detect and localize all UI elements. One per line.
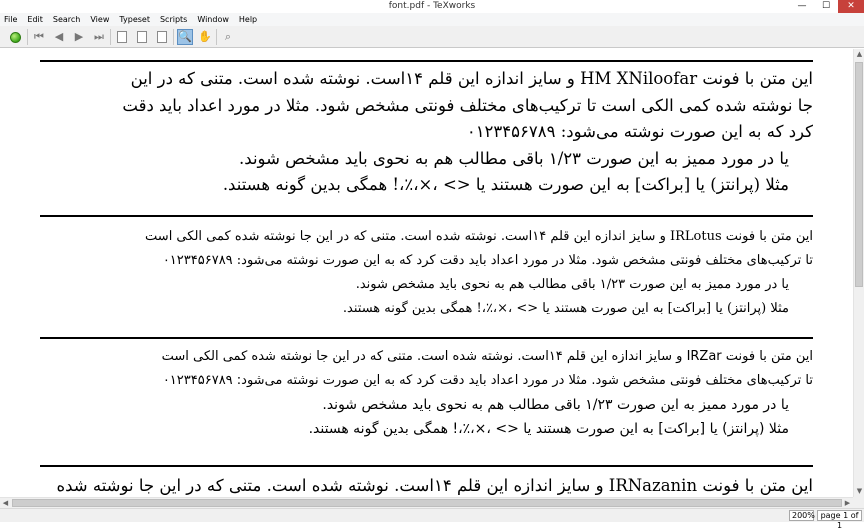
scroll-right-icon[interactable]: ▶ bbox=[844, 499, 851, 507]
menu-search[interactable]: Search bbox=[52, 15, 81, 24]
minimize-button[interactable]: — bbox=[797, 1, 807, 11]
page-indicator[interactable]: page 1 of 1 bbox=[817, 510, 862, 521]
toolbar-separator bbox=[173, 29, 174, 45]
vertical-scroll-thumb[interactable] bbox=[855, 62, 863, 287]
last-page-icon[interactable]: ⏭ bbox=[94, 30, 104, 43]
window-title: font.pdf - TeXworks bbox=[388, 1, 476, 11]
status-bar bbox=[0, 508, 864, 530]
fit-width-button[interactable] bbox=[134, 29, 150, 45]
text-line: مثلا (پرانتز) یا [براکت] به این صورت هستند یا <> ،×،٪،! همگی بدین گونه هستند. bbox=[308, 421, 789, 437]
fit-window-button[interactable] bbox=[154, 29, 170, 45]
horizontal-rule bbox=[40, 465, 813, 467]
text-line: مثلا (پرانتز) یا [براکت] به این صورت هستند یا <> ،×،٪،! همگی بدین گونه هستند. bbox=[222, 175, 789, 194]
maximize-button[interactable]: ☐ bbox=[821, 1, 831, 11]
horizontal-rule bbox=[40, 60, 813, 62]
horizontal-scroll-thumb[interactable] bbox=[12, 499, 842, 507]
toolbar-separator bbox=[216, 29, 217, 45]
text-line: تا ترکیب‌های مختلف فونتی مشخص شود. مثلا در مورد اعداد باید دقت کرد که به این صورت نوشته می‌شود: ۰۱۲۳۴۵۶۷۸۹ bbox=[162, 373, 813, 388]
text-line: کرد که به این صورت نوشته می‌شود: ۰۱۲۳۴۵۶۷۸۹ bbox=[466, 122, 813, 141]
text-block-lotus bbox=[40, 225, 813, 321]
pdf-viewport[interactable] bbox=[0, 49, 853, 497]
menu-view[interactable]: View bbox=[90, 15, 110, 24]
text-line: این متن با فونت IRZar و سایز اندازه این قلم ۱۴است. نوشته شده است. متنی که در این جا نوشته شده کمی الکی است bbox=[161, 349, 813, 364]
text-line: این متن با فونت HM XNiloofar و سایز اندازه این قلم ۱۴است. نوشته شده است. متنی که در این bbox=[130, 69, 813, 88]
typeset-icon bbox=[10, 32, 21, 43]
toolbar-separator bbox=[110, 29, 111, 45]
fit-width-icon bbox=[137, 31, 147, 43]
text-line: یا در مورد ممیز به این صورت ۱/۲۳ باقی مطالب هم به نحوی باید مشخص شوند. bbox=[355, 277, 789, 292]
text-line: این متن با فونت IRLotus و سایز اندازه این قلم ۱۴است. نوشته شده است. متنی که در این جا نوشته شده کمی الکی است bbox=[145, 229, 813, 244]
horizontal-scrollbar[interactable] bbox=[0, 497, 853, 508]
menu-bar bbox=[0, 13, 864, 26]
text-line: تا ترکیب‌های مختلف فونتی مشخص شود. مثلا در مورد اعداد باید دقت کرد که به این صورت نوشته می‌شود: ۰۱۲۳۴۵۶۷۸۹ bbox=[162, 253, 813, 268]
text-block-zar bbox=[40, 345, 813, 441]
next-page-icon[interactable]: ▶ bbox=[74, 30, 84, 43]
text-line: یا در مورد ممیز به این صورت ۱/۲۳ باقی مطالب هم به نحوی باید مشخص شوند. bbox=[239, 148, 789, 168]
typeset-button[interactable] bbox=[7, 29, 23, 45]
search-icon[interactable]: ⌕ bbox=[224, 30, 232, 43]
actual-size-icon bbox=[117, 31, 127, 43]
scroll-down-icon[interactable]: ▼ bbox=[856, 487, 863, 495]
close-button[interactable]: ✕ bbox=[838, 0, 864, 13]
first-page-icon[interactable]: ⏮ bbox=[34, 30, 44, 43]
vertical-scrollbar[interactable] bbox=[853, 49, 864, 497]
toolbar bbox=[0, 26, 864, 48]
scroll-left-icon[interactable]: ◀ bbox=[2, 499, 9, 507]
zoom-level[interactable]: 200% bbox=[789, 510, 814, 521]
text-block-nazanin bbox=[40, 472, 813, 500]
menu-file[interactable]: File bbox=[4, 15, 18, 24]
menu-typeset[interactable]: Typeset bbox=[119, 15, 150, 24]
menu-help[interactable]: Help bbox=[238, 15, 258, 24]
scrollbar-corner bbox=[853, 497, 864, 508]
text-line: این متن با فونت IRNazanin و سایز اندازه این قلم ۱۴است. نوشته شده است. متنی که در این جا نوشته شده bbox=[56, 476, 813, 495]
menu-window[interactable]: Window bbox=[197, 15, 229, 24]
menu-edit[interactable]: Edit bbox=[27, 15, 43, 24]
magnifier-icon[interactable]: 🔍 bbox=[178, 30, 192, 43]
horizontal-rule bbox=[40, 215, 813, 217]
actual-size-button[interactable] bbox=[114, 29, 130, 45]
menu-scripts[interactable]: Scripts bbox=[159, 15, 188, 24]
text-line: یا در مورد ممیز به این صورت ۱/۲۳ باقی مطالب هم به نحوی باید مشخص شوند. bbox=[322, 397, 789, 413]
title-bar bbox=[0, 0, 864, 13]
text-line: جا نوشته شده کمی الکی است تا ترکیب‌های مختلف فونتی مشخص شود. مثلا در مورد اعداد باید دقت bbox=[122, 95, 813, 115]
text-line: مثلا (پرانتز) یا [براکت] به این صورت هستند یا <> ،×،٪،! همگی بدین گونه هستند. bbox=[342, 301, 789, 316]
hand-icon[interactable]: ✋ bbox=[198, 30, 212, 43]
horizontal-rule bbox=[40, 337, 813, 339]
scroll-up-icon[interactable]: ▲ bbox=[856, 50, 863, 58]
toolbar-separator bbox=[27, 29, 28, 45]
text-block-niloofar bbox=[40, 66, 813, 199]
previous-page-icon[interactable]: ◀ bbox=[54, 30, 64, 43]
fit-window-icon bbox=[157, 31, 167, 43]
